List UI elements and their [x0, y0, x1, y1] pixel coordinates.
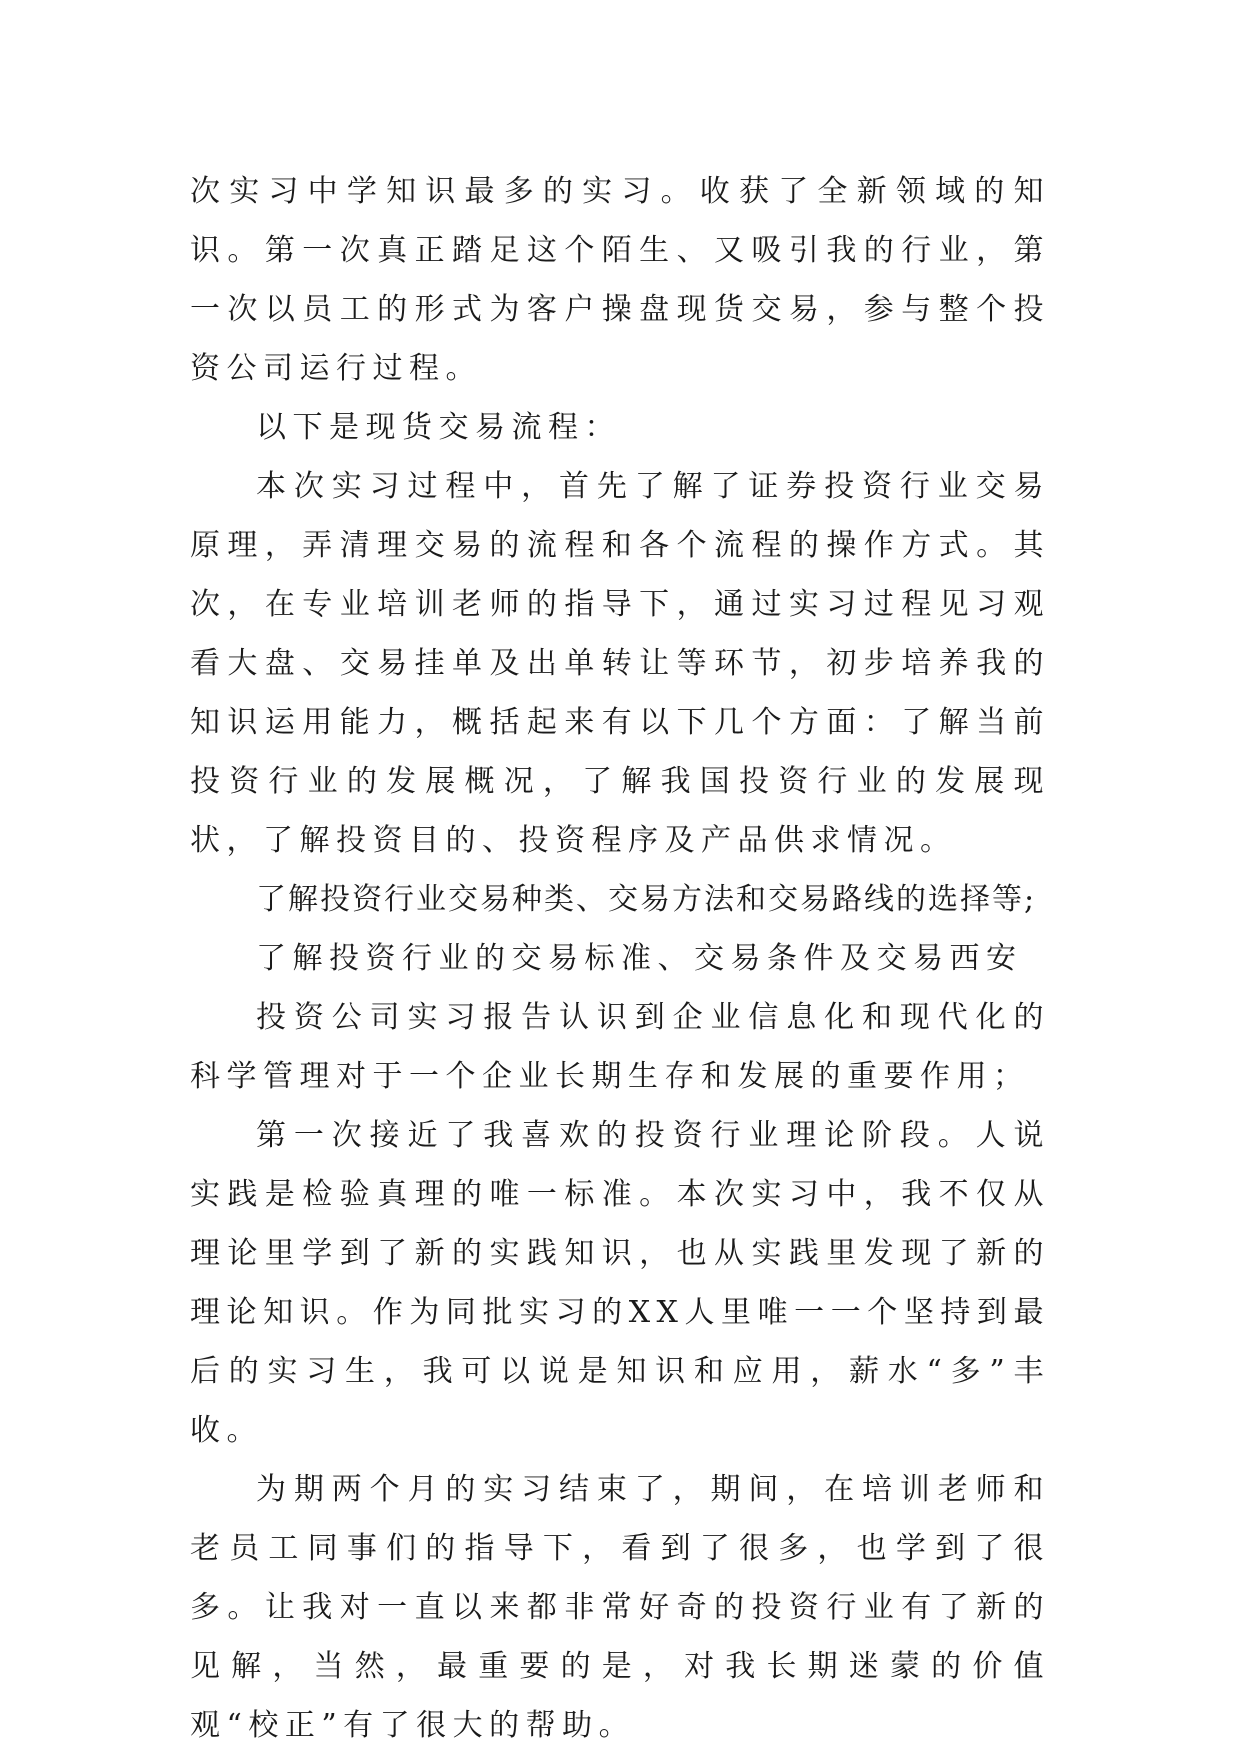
paragraph-trade-standards: 了解投资行业的交易标准、交易条件及交易西安 [256, 941, 1023, 976]
paragraph-process-heading: 以下是现货交易流程： [256, 410, 621, 445]
paragraph-trade-types: 了解投资行业交易种类、交易方法和交易路线的选择等; [256, 882, 1037, 917]
paragraph-internship-process: 本次实习过程中，首先了解了证券投资行业交易原理，弄清理交易的流程和各个流程的操作方式。其次，在专业培训老师的指导下，通过实习过程见习观看大盘、交易挂单及出单转让等环节，初步培养我的知识运用能力，概括起来有以下几个方面：了解当前投资行业的发展概况，了解我国投资行业的发展现状，了解投资目的、投资程序及产品供求情况。 [190, 469, 1050, 858]
paragraph-theory-practice: 第一次接近了我喜欢的投资行业理论阶段。人说实践是检验真理的唯一标准。本次实习中，我不仅从理论里学到了新的实践知识，也从实践里发现了新的理论知识。作为同批实习的XX人里唯一一个坚持到最后的实习生，我可以说是知识和应用，薪水“多”丰收。 [190, 1118, 1050, 1448]
paragraph-continuation: 次实习中学知识最多的实习。收获了全新领域的知识。第一次真正踏足这个陌生、又吸引我的行业，第一次以员工的形式为客户操盘现货交易，参与整个投资公司运行过程。 [190, 174, 1050, 386]
document-body [190, 162, 1050, 1755]
paragraph-management: 投资公司实习报告认识到企业信息化和现代化的科学管理对于一个企业长期生存和发展的重要作用； [190, 1000, 1050, 1094]
paragraph-conclusion: 为期两个月的实习结束了，期间，在培训老师和老员工同事们的指导下，看到了很多，也学到了很多。让我对一直以来都非常好奇的投资行业有了新的见解，当然，最重要的是，对我长期迷蒙的价值观“校正”有了很大的帮助。 [190, 1472, 1050, 1743]
